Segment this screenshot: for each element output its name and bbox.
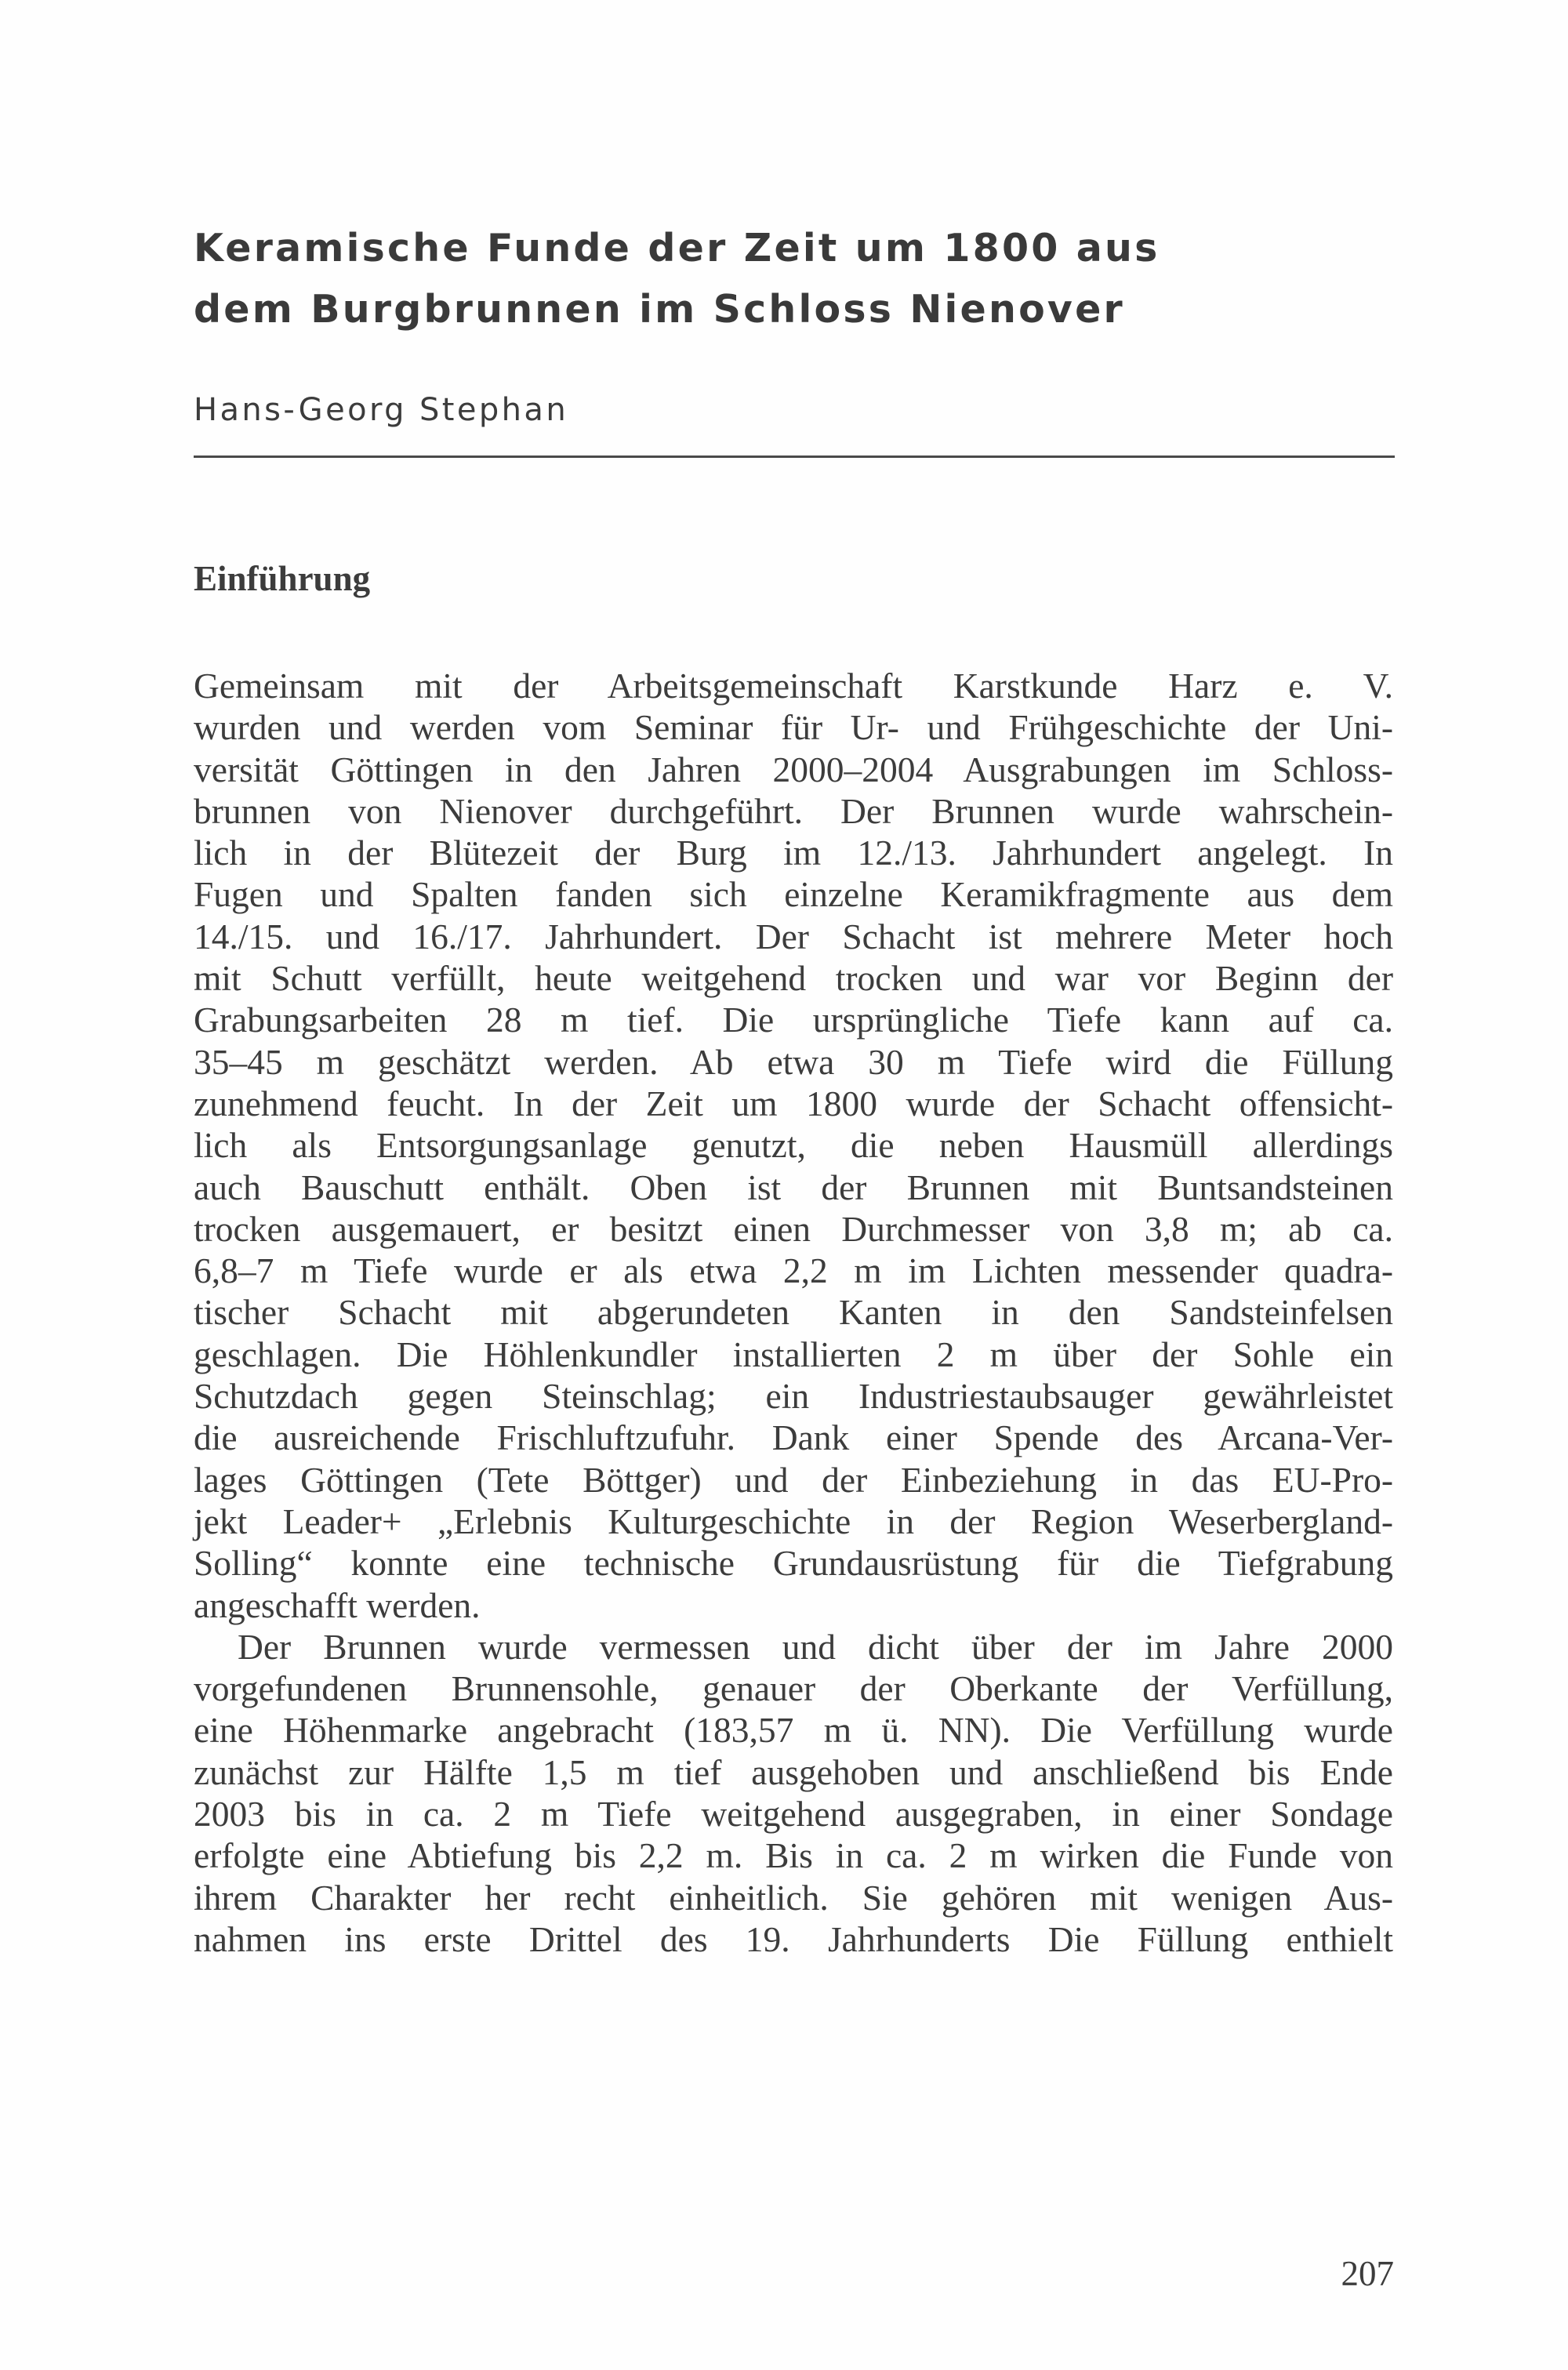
- article-author: Hans-Georg Stephan: [194, 392, 569, 428]
- text-line: Schutzdach gegen Steinschlag; ein Industriestaubsauger gewährleistet: [194, 1376, 1393, 1417]
- text-line: mit Schutt verfüllt, heute weitgehend trocken und war vor Beginn der: [194, 958, 1393, 999]
- text-line: 2003 bis in ca. 2 m Tiefe weitgehend ausgegraben, in einer Sondage: [194, 1794, 1393, 1835]
- paragraph-1: [194, 665, 1393, 1626]
- text-line: zunehmend feucht. In der Zeit um 1800 wurde der Schacht offensicht-: [194, 1083, 1393, 1123]
- text-line: die ausreichende Frischluftzufuhr. Dank einer Spende des Arcana-Ver-: [194, 1417, 1393, 1458]
- text-line: jekt Leader+ „Erlebnis Kulturgeschichte in der Region Weserbergland-: [194, 1501, 1393, 1541]
- text-line: Solling“ konnte eine technische Grundausrüstung für die Tiefgrabung: [194, 1543, 1393, 1584]
- text-line: Fugen und Spalten fanden sich einzelne Keramikfragmente aus dem: [194, 874, 1393, 915]
- text-line: Grabungsarbeiten 28 m tief. Die ursprüngliche Tiefe kann auf ca.: [194, 1000, 1393, 1040]
- text-line: trocken ausgemauert, er besitzt einen Durchmesser von 3,8 m; ab ca.: [194, 1208, 1393, 1249]
- text-line: 35–45 m geschätzt werden. Ab etwa 30 m Tiefe wird die Füllung: [194, 1041, 1393, 1082]
- text-line: lich als Entsorgungsanlage genutzt, die neben Hausmüll allerdings: [194, 1125, 1393, 1166]
- text-line: brunnen von Nienover durchgeführt. Der Brunnen wurde wahrschein-: [194, 790, 1393, 831]
- text-line: 14./15. und 16./17. Jahrhundert. Der Schacht ist mehrere Meter hoch: [194, 916, 1393, 956]
- text-line: Der Brunnen wurde vermessen und dicht über der im Jahre 2000: [238, 1626, 1393, 1667]
- text-line: lich in der Blütezeit der Burg im 12./13. Jahrhundert angelegt. In: [194, 833, 1393, 873]
- text-line: zunächst zur Hälfte 1,5 m tief ausgehoben und anschließend bis Ende: [194, 1751, 1393, 1792]
- text-line: angeschafft werden.: [194, 1584, 481, 1625]
- text-line: nahmen ins erste Drittel des 19. Jahrhunderts Die Füllung enthielt: [194, 1918, 1393, 1959]
- section-heading: Einführung: [194, 559, 371, 598]
- text-line: tischer Schacht mit abgerundeten Kanten in den Sandsteinfelsen: [194, 1292, 1393, 1333]
- text-line: 6,8–7 m Tiefe wurde er als etwa 2,2 m im Lichten messender quadra-: [194, 1250, 1393, 1291]
- article-title-line-2: dem Burgbrunnen im Schloss Nienover: [194, 287, 1125, 332]
- text-line: erfolgte eine Abtiefung bis 2,2 m. Bis in ca. 2 m wirken die Funde von: [194, 1835, 1393, 1876]
- text-line: vorgefundenen Brunnensohle, genauer der Oberkante der Verfüllung,: [194, 1668, 1393, 1709]
- text-line: lages Göttingen (Tete Böttger) und der Einbeziehung in das EU-Pro-: [194, 1459, 1393, 1500]
- text-line: ihrem Charakter her recht einheitlich. Sie gehören mit wenigen Aus-: [194, 1877, 1393, 1918]
- text-line: auch Bauschutt enthält. Oben ist der Brunnen mit Buntsandsteinen: [194, 1167, 1393, 1207]
- text-line: Gemeinsam mit der Arbeitsgemeinschaft Karstkunde Harz e. V.: [194, 666, 1393, 706]
- paragraph-2: [194, 1626, 1393, 1960]
- article-title-line-1: Keramische Funde der Zeit um 1800 aus: [194, 226, 1160, 270]
- article-title: [194, 218, 1417, 340]
- text-line: geschlagen. Die Höhlenkundler installierten 2 m über der Sohle ein: [194, 1334, 1393, 1374]
- text-line: eine Höhenmarke angebracht (183,57 m ü. NN). Die Verfüllung wurde: [194, 1710, 1393, 1751]
- text-line: wurden und werden vom Seminar für Ur- und Frühgeschichte der Uni-: [194, 707, 1393, 748]
- text-line: versität Göttingen in den Jahren 2000–2004 Ausgrabungen im Schloss-: [194, 749, 1393, 789]
- title-divider-rule: [194, 455, 1395, 458]
- article-body: [194, 665, 1393, 1960]
- page-number: 207: [1341, 2254, 1394, 2293]
